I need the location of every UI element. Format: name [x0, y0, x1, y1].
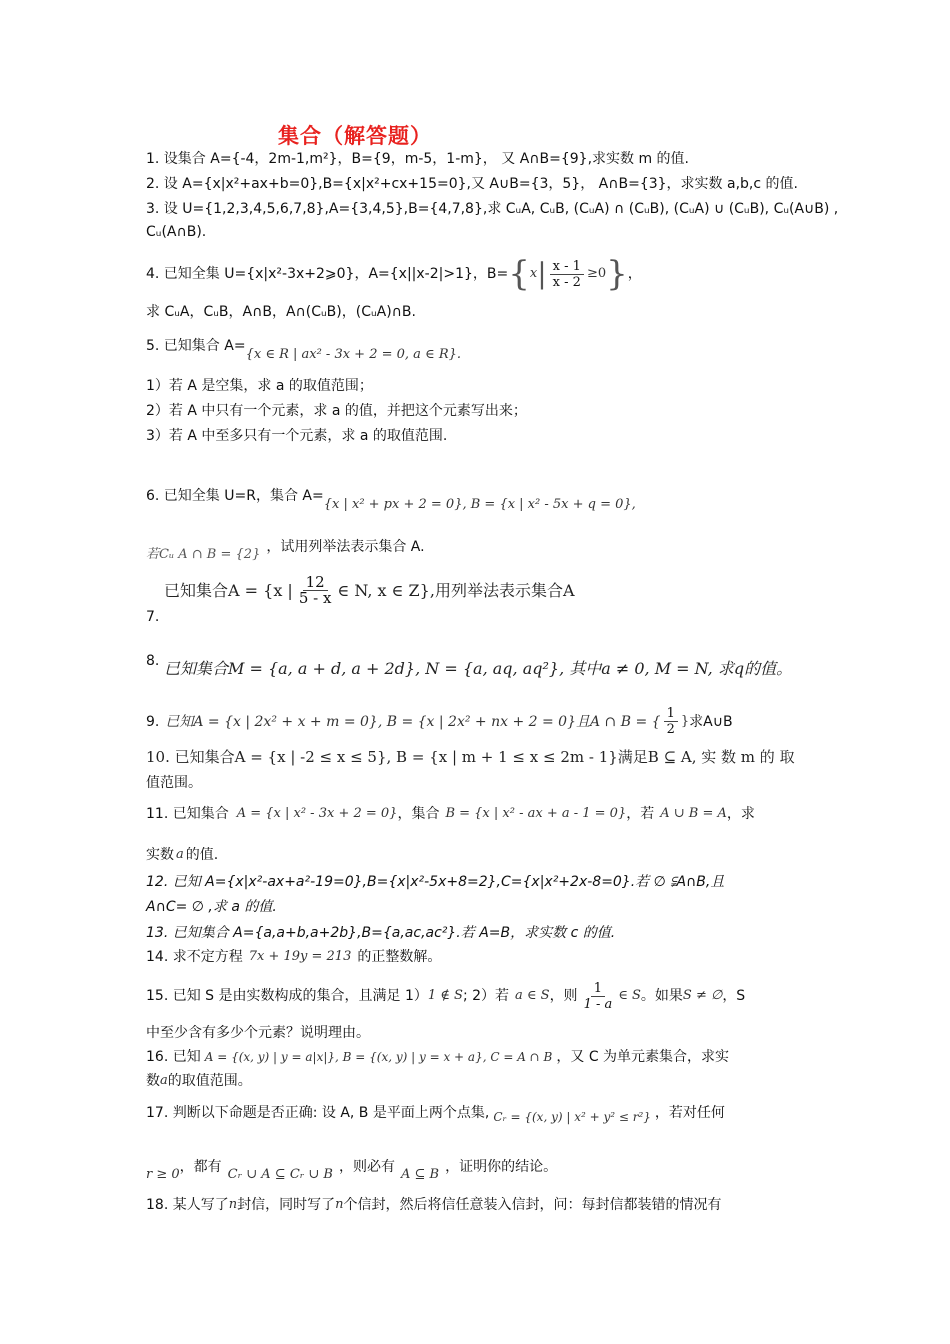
question-14-equation: 7x + 19y = 213 [248, 949, 352, 964]
question-8-number: 8. [146, 653, 160, 669]
question-18-var-2: n [335, 1197, 344, 1212]
question-11-line-1 [146, 805, 755, 823]
question-11-text-c: ，若 [626, 806, 655, 822]
question-5-line [146, 328, 461, 364]
bar-icon: | [537, 257, 547, 290]
question-15-fraction [581, 981, 616, 1012]
question-4-var: x [529, 266, 538, 281]
question-17-line-2 [146, 1150, 557, 1184]
question-7-text-b: ∈ N, x ∈ Z},用列举法表示集合A [337, 580, 575, 600]
question-9-fraction [664, 706, 678, 737]
question-16-line-2 [146, 1072, 252, 1090]
question-16-text-d: 的取值范围。 [167, 1073, 252, 1089]
question-11-set-b: B = {x | x² - ax + a - 1 = 0} [445, 806, 627, 821]
question-4-inequality: ≥0 [586, 266, 607, 281]
question-15-text-c: ，则 [549, 988, 578, 1004]
question-14-text-a: 14. 求不定方程 [146, 949, 243, 965]
question-4-fraction [550, 259, 584, 290]
question-3-line-2: Cᵤ(A∩B). [146, 224, 207, 240]
question-15-cond-3: ∈ S [618, 988, 641, 1003]
question-15-text-b: ; 2）若 [462, 988, 510, 1004]
question-5-sub-3: 3）若 A 中至多只有一个元素，求 a 的取值范围. [146, 428, 448, 444]
question-11-text-f: 的值. [185, 847, 219, 863]
question-5-prefix: 5. 已知集合 A= [146, 338, 246, 354]
question-17-line-1 [146, 1100, 725, 1126]
question-18-var-1: n [228, 1197, 238, 1212]
question-6-condition: 若Cᵤ A ∩ B = {2} [146, 547, 261, 562]
question-16-text-a: 16. 已知 [146, 1049, 201, 1065]
question-14-text-b: 的正整数解。 [357, 949, 442, 965]
question-7-fraction [296, 575, 335, 606]
question-9-line [146, 706, 733, 737]
question-11-line-2 [146, 846, 218, 864]
question-18-text-c: 个信封，然后将信任意装入信封，问：每封信都装错的情况有 [343, 1197, 722, 1213]
question-9-text-a: 已知A = {x | 2x² + x + m = 0}, B = {x | 2x² + nx + 2 = 0}且A ∩ B = { [165, 713, 661, 730]
right-brace-icon: } [606, 254, 628, 294]
fraction-numerator: 1 [591, 981, 605, 997]
fraction-denominator: 5 - x [298, 589, 332, 607]
question-16-sets: A = {(x, y) | y = a|x|}, B = {(x, y) | y = x + a}, C = A ∩ B [204, 1050, 553, 1064]
question-7-text-a: 已知集合A = {x | [164, 580, 293, 600]
question-11-set-a: A = {x | x² - 3x + 2 = 0} [236, 806, 398, 821]
question-6-sets: {x | x² + px + 2 = 0}, B = {x | x² - 5x + q = 0}, [323, 497, 636, 512]
question-15-text-a: 15. 已知 S 是由实数构成的集合，且满足 1） [146, 988, 428, 1004]
question-6-line-1 [146, 478, 636, 514]
question-15-cond-4: S ≠ ∅ [682, 988, 723, 1003]
question-12-line-1: 12. 已知 A={x|x²-ax+a²-19=0},B={x|x²-5x+8=2},C={x|x²+2x-8=0}.若 ∅ ⫋A∩B,且 [146, 874, 725, 890]
question-17-set: Cᵣ = {(x, y) | x² + y² ≤ r²} [493, 1110, 651, 1124]
question-17-text-a: 17. 判断以下命题是否正确: 设 A, B 是平面上两个点集, [146, 1105, 490, 1121]
question-12-line-2: A∩C= ∅ ,求 a 的值. [146, 899, 277, 915]
question-5-sub-1: 1）若 A 是空集，求 a 的取值范围； [146, 378, 373, 394]
question-4-comma: ， [627, 266, 642, 282]
question-11-text-d: ，求 [726, 806, 755, 822]
question-7-number: 7. [146, 609, 160, 625]
question-17-text-e: ，证明你的结论。 [445, 1159, 558, 1175]
question-15-text-d: 。如果 [640, 988, 683, 1004]
question-15-line-1 [146, 976, 745, 1016]
question-5-set: {x ∈ R | ax² - 3x + 2 = 0, a ∈ R}. [245, 347, 462, 362]
question-18-line [146, 1196, 721, 1214]
question-17-text-d: ，则必有 [339, 1159, 395, 1175]
question-11-text-b: ，集合 [397, 806, 440, 822]
question-16-line-1 [146, 1048, 729, 1066]
question-1: 1. 设集合 A={-4，2m-1,m²}，B={9，m-5，1-m}， 又 A∩B={9},求实数 m 的值. [146, 151, 690, 167]
question-18-text-b: 封信，同时写了 [237, 1197, 336, 1213]
fraction-numerator: 12 [303, 575, 328, 591]
question-17-cond-2: Cᵣ ∪ A ⊆ Cᵣ ∪ B [227, 1167, 333, 1182]
question-11-var: a [176, 847, 184, 862]
question-3-line-1: 3. 设 U={1,2,3,4,5,6,7,8},A={3,4,5},B={4,7,8},求 CᵤA, CᵤB, (CᵤA) ∩ (CᵤB), (CᵤA) ∪ (CᵤB), Cᵤ(A∪B) , [146, 201, 839, 217]
question-17-text-c: ，都有 [179, 1159, 222, 1175]
fraction-numerator: 1 [664, 706, 678, 722]
question-15-cond-2: a ∈ S [515, 988, 550, 1003]
fraction-numerator: x - 1 [550, 259, 584, 275]
question-9-tail: 求A∪B [689, 713, 733, 730]
question-10-line-2: 值范围。 [146, 775, 202, 791]
fraction-denominator: x - 2 [552, 274, 581, 290]
question-9-text-b: } [680, 713, 690, 729]
question-17-text-b: ，若对任何 [654, 1105, 725, 1121]
question-6-tail: ，试用列举法表示集合 A. [266, 539, 425, 555]
question-7-line [164, 575, 575, 606]
question-5-sub-2: 2）若 A 中只有一个元素，求 a 的值，并把这个元素写出来； [146, 403, 527, 419]
question-15-line-2: 中至少含有多少个元素？说明理由。 [146, 1025, 370, 1041]
question-13: 13. 已知集合 A={a,a+b,a+2b},B={a,ac,ac²}.若 A=B，求实数 c 的值. [146, 925, 616, 941]
question-4-line-2: 求 CᵤA，CᵤB，A∩B，A∩(CᵤB)，(CᵤA)∩B. [146, 304, 416, 320]
page-title: 集合（解答题） [278, 124, 432, 148]
question-11-condition: A ∪ B = A [660, 806, 727, 821]
question-6-prefix: 6. 已知全集 U=R，集合 A= [146, 488, 324, 504]
question-4-line-1 [146, 254, 642, 294]
question-15-text-e: ，S [722, 988, 746, 1004]
question-16-text-c: 数 [146, 1073, 160, 1089]
fraction-denominator: 1 - a [583, 996, 613, 1012]
question-6-line-2 [146, 530, 425, 564]
fraction-denominator: 2 [666, 722, 675, 737]
left-brace-icon: { [508, 254, 530, 294]
question-16-text-b: ，又 C 为单元素集合，求实 [556, 1049, 730, 1065]
question-17-cond-1: r ≥ 0 [146, 1167, 180, 1182]
question-16-var: a [160, 1073, 168, 1088]
question-11-text-a: 11. 已知集合 [146, 806, 229, 822]
question-15-cond-1: 1 ∉ S [427, 988, 463, 1003]
question-8-text: 已知集合M = {a, a + d, a + 2d}, N = {a, aq, aq²}, 其中a ≠ 0, M = N, 求q的值。 [164, 659, 793, 678]
question-18-text-a: 18. 某人写了 [146, 1197, 229, 1213]
question-14-line [146, 948, 441, 966]
question-17-cond-3: A ⊆ B [401, 1167, 440, 1182]
question-4-text: 4. 已知全集 U={x|x²-3x+2⩾0}，A={x||x-2|>1}，B= [146, 266, 509, 282]
question-2: 2. 设 A={x|x²+ax+b=0},B={x|x²+cx+15=0},又 A∪B={3，5}， A∩B={3}，求实数 a,b,c 的值. [146, 176, 798, 192]
question-9-number: 9. [146, 713, 160, 730]
question-8-line [164, 660, 792, 678]
question-10-line-1: 10. 已知集合A = {x | -2 ≤ x ≤ 5}, B = {x | m + 1 ≤ x ≤ 2m - 1}满足B ⊆ A, 实 数 m 的 取 [146, 748, 795, 766]
question-11-text-e: 实数 [146, 847, 174, 863]
